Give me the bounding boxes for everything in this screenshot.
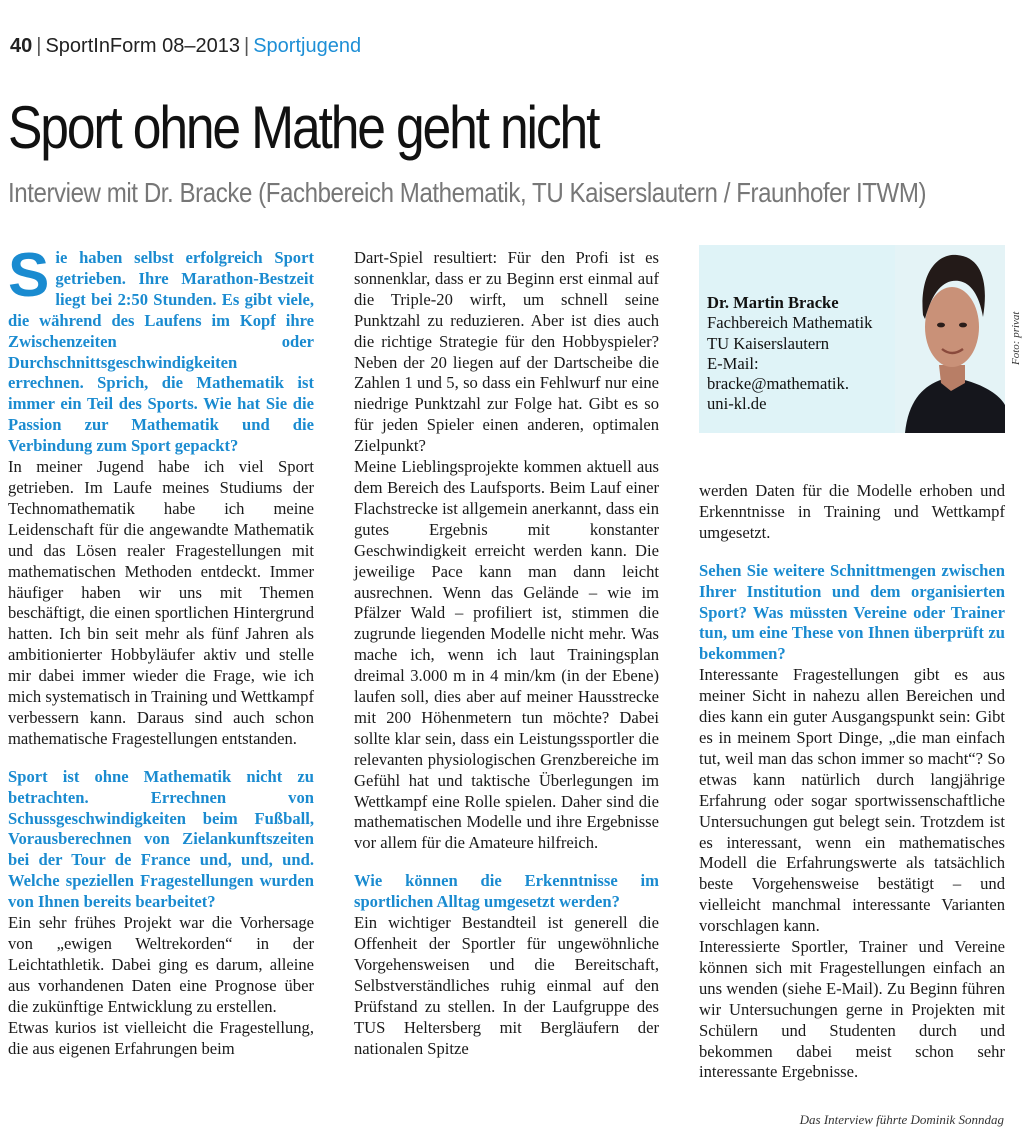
question-3: Wie können die Erkenntnisse im sportlichen Alltag umgesetzt werden? — [354, 871, 659, 912]
answer-2-continued: Etwas kurios ist vielleicht die Fragestellung, die aus eigenen Erfahrungen beim — [8, 1017, 314, 1058]
answer-1: In meiner Jugend habe ich viel Sport getrieben. Im Laufe meines Studiums der Technomathematik habe ich meine Leidenschaft für die angewandte Mathematik und das Lösen realer Fragestellungen mit mathematischen Methoden entdeckt. Immer häufiger haben wir uns mit Themen beschäftigt, die einen sportlichen Hintergrund hatten. Ich bin seit mehr als fünf Jahren als ambitionierter Hobbyläufer aktiv und stelle mir dabei immer wieder die Frage, wie ich mich systematisch in Training und Wettkampf verbessern kann. Daraus sind auch schon mathematische Fragestellungen entstanden. — [8, 457, 314, 748]
article-title: Sport ohne Mathe geht nicht — [8, 94, 599, 161]
header-separator: | — [244, 35, 250, 57]
answer-3-continued: werden Daten für die Modelle erhoben und Erkenntnisse in Training und Wettkampf umgesetzt. — [699, 481, 1005, 542]
question-1-text: ie haben selbst erfolgreich Sport getrieben. Ihre Marathon-Bestzeit liegt bei 2:50 Stunden. Es gibt viele, die während des Laufens im Kopf ihre Zwischenzeiten oder Durchschnittsgeschwindigkeiten errechnen. Sprich, die Mathematik ist immer ein Teil des Sports. Wie hat Sie die Passion zur Mathematik und die Verbindung zum Sport gepackt? — [8, 248, 314, 456]
photo-face — [925, 287, 979, 367]
portrait-photo — [895, 245, 1005, 433]
answer-2-continued-col2: Dart-Spiel resultiert: Für den Profi ist es sonnenklar, dass er zu Beginn erst einmal auf die Triple-20 wirft, um schnell seine Punktzahl zu reduzieren. Aber ist dies auch die richtige Strategie für den Hobbyspieler? Neben der 20 liegen auf der Dartscheibe die Zahlen 1 und 5, so dass ein Fehlwurf nur eine niedrige Punktzahl zur Folge hat. Gibt es so für jeden Spieler einen anderen, optimalen Zielpunkt? — [354, 248, 659, 456]
column-1 — [8, 241, 314, 1059]
paragraph-gap — [354, 854, 659, 871]
publication-name: SportInForm 08–2013 — [45, 35, 241, 57]
answer-2: Ein sehr frühes Projekt war die Vorhersage von „ewigen Weltrekorden“ in der Leichtathletik. Dabei ging es darum, alleine aus vorhandenen Daten eine Prognose über die zukünftige Entwicklung zu erstellen. — [8, 913, 314, 1016]
paragraph-gap — [8, 750, 314, 767]
contact-email-line-2[interactable]: uni-kl.de — [707, 394, 767, 414]
contact-name: Dr. Martin Bracke — [707, 293, 839, 312]
section-name: Sportjugend — [253, 35, 362, 57]
question-1 — [8, 241, 314, 457]
answer-4-continued: Interessierte Sportler, Trainer und Vereine können sich mit Fragestellungen einfach an uns wenden (siehe E-Mail). Zu Beginn führen wir Untersuchungen gerne in Projekten mit Schülern und Studenten durch und bekommen dabei meist schon sehr interessante Ergebnisse. — [699, 937, 1005, 1082]
column-2 — [354, 248, 659, 1059]
contact-department: Fachbereich Mathematik — [707, 313, 873, 333]
answer-4: Interessante Fragestellungen gibt es aus meiner Sicht in nahezu allen Bereichen und dies kann ein guter Ausgangspunkt sein: Gibt es in meinem Sport Dinge, „die man einfach tut, weil man das schon immer so macht“? So etwas kann natürlich durch langjährige Erfahrung oder sogar sportwissenschaftliche Untersuchungen gut belegt sein. Trotzdem ist es interessant, wenn ein mathematisches Modell die Erfahrungswerte als tatsächlich beste Vorgehensweise bestätigt – und vielleicht manchmal interessante Varianten vorschlagen kann. — [699, 665, 1005, 936]
photo-eye-left — [937, 323, 945, 328]
contact-info — [707, 293, 872, 415]
column-3 — [699, 481, 1005, 1083]
page-header — [10, 35, 361, 58]
contact-email-line-1[interactable]: bracke@mathematik. — [707, 374, 849, 394]
paragraph-gap — [699, 544, 1005, 561]
question-2: Sport ist ohne Mathematik nicht zu betrachten. Errechnen von Schussgeschwindigkeiten beim Fußball, Vorausberechnen von Zielankunftszeiten bei der Tour de France und, und, und. Welche speziellen Fragestellungen wurden von Ihnen bereits bearbeitet? — [8, 766, 314, 912]
page-number: 40 — [10, 35, 33, 57]
contact-email-label: E-Mail: — [707, 353, 759, 373]
answer-2-projects: Meine Lieblingsprojekte kommen aktuell aus dem Bereich des Laufsports. Beim Lauf einer Flachstrecke ist allgemein anerkannt, dass ein gutes Ergebnis mit konstanter Geschwindigkeit erreicht werden kann. Die jeweilige Pace kann man dann leicht ausrechnen. Wenn das Gelände – wie im Pfälzer Wald – profiliert ist, stimmen die zugrunde liegenden Modelle nicht mehr. Was mache ich, wenn ich laut Trainingsplan dreimal 3.000 m in 4 min/km (in der Ebene) laufen soll, dies aber auf meiner Hausstrecke mit 200 Höhenmetern tun möchte? Dabei sollte klar sein, dass ein Leistungssportler die relevanten physiologischen Grenzbereiche im Gefühl hat und taktische Überlegungen im Wettkampf eine Rolle spielen. Daher sind die mathematischen Modelle und ihre Ergebnisse vor allem für die Amateure hilfreich. — [354, 457, 659, 853]
interview-author-line: Das Interview führte Dominik Sonndag — [799, 1112, 1004, 1127]
photo-credit: Foto: privat — [1010, 311, 1022, 365]
article-subtitle: Interview mit Dr. Bracke (Fachbereich Mathematik, TU Kaiserslautern / Fraunhofer ITWM) — [8, 177, 927, 208]
header-separator: | — [36, 35, 42, 57]
drop-cap: S — [8, 241, 50, 310]
answer-3: Ein wichtiger Bestandteil ist generell die Offenheit der Sportler für ungewöhnliche Vorgehensweisen und die Bereitschaft, Selbstverständliches ruhig einmal auf den Prüfstand zu stellen. In der Laufgruppe des TUS Heltersberg mit Bergläufern der nationalen Spitze — [354, 913, 659, 1058]
photo-eye-right — [959, 323, 967, 328]
contact-university: TU Kaiserslautern — [707, 333, 830, 353]
question-4: Sehen Sie weitere Schnittmengen zwischen Ihrer Institution und dem organisierten Sport? Was müssten Vereine oder Trainer tun, um eine These von Ihnen überprüft zu bekommen? — [699, 560, 1005, 664]
contact-box — [699, 245, 1005, 433]
